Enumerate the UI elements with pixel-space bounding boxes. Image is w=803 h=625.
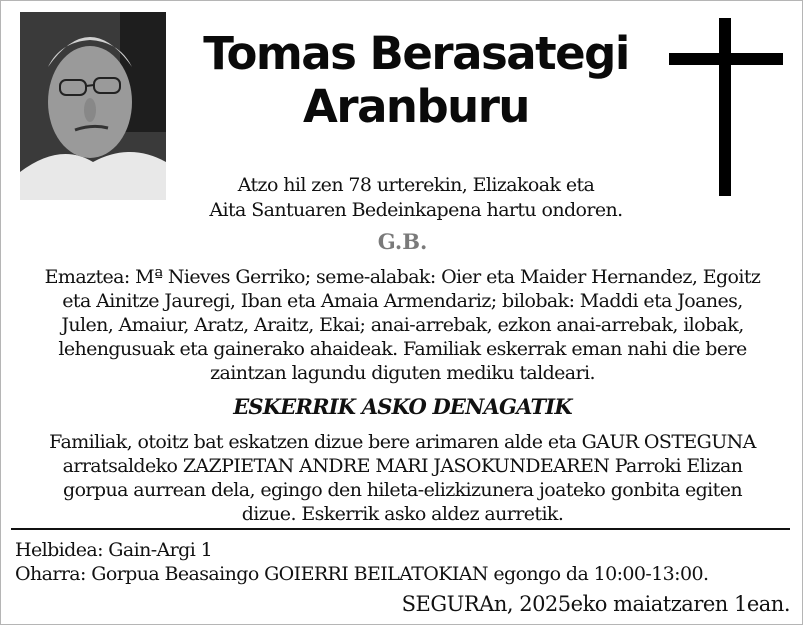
deceased-name-first-line: Tomas Berasategi — [203, 27, 629, 80]
invitation-line: arratsaldeko ZAZPIETAN ANDRE MARI JASOKUNDEAREN Parroki Elizan — [62, 455, 743, 477]
place-date: SEGURAn, 2025eko maiatzaren 1ean. — [401, 592, 790, 616]
family-line: Emaztea: Mª Nieves Gerriko; seme-alabak: Oier eta Maider Hernandez, Egoitz — [44, 266, 761, 288]
address-line: Helbidea: Gain-Argi 1 — [15, 539, 213, 561]
deceased-photo — [20, 12, 166, 200]
death-announcement-line-1: Atzo hil zen 78 urterekin, Elizakoak eta — [237, 174, 595, 196]
note-line: Oharra: Gorpua Beasaingo GOIERRI BEILATOKIAN egongo da 10:00-13:00. — [15, 563, 709, 585]
invitation-line: dizue. Eskerrik asko aldez aurretik. — [241, 503, 564, 525]
divider — [11, 528, 790, 530]
death-announcement-line-2: Aita Santuaren Bedeinkapena hartu ondoren. — [209, 199, 623, 221]
family-line: Julen, Amaiur, Aratz, Araitz, Ekai; anai-arrebak, ezkon anai-arrebak, ilobak, — [61, 314, 744, 336]
family-line: lehengusuak eta gainerako ahaideak. Familiak eskerrak eman nahi die bere — [58, 338, 747, 360]
invitation-line: Familiak, otoitz bat eskatzen dizue bere arimaren alde eta GAUR OSTEGUNA — [49, 431, 756, 453]
initials: G.B. — [377, 229, 428, 254]
family-line: eta Ainitze Jauregi, Iban eta Amaia Armendariz; bilobak: Maddi eta Joanes, — [62, 290, 743, 312]
cross-icon — [669, 18, 783, 196]
family-line: zaintzan lagundu diguten mediku taldeari. — [210, 362, 595, 384]
deceased-name-second-line: Aranburu — [303, 80, 529, 133]
thanks-heading: ESKERRIK ASKO DENAGATIK — [233, 394, 572, 419]
invitation-line: gorpua aurrean dela, egingo den hileta-elizkizunera joateko gonbita egiten — [63, 479, 742, 501]
